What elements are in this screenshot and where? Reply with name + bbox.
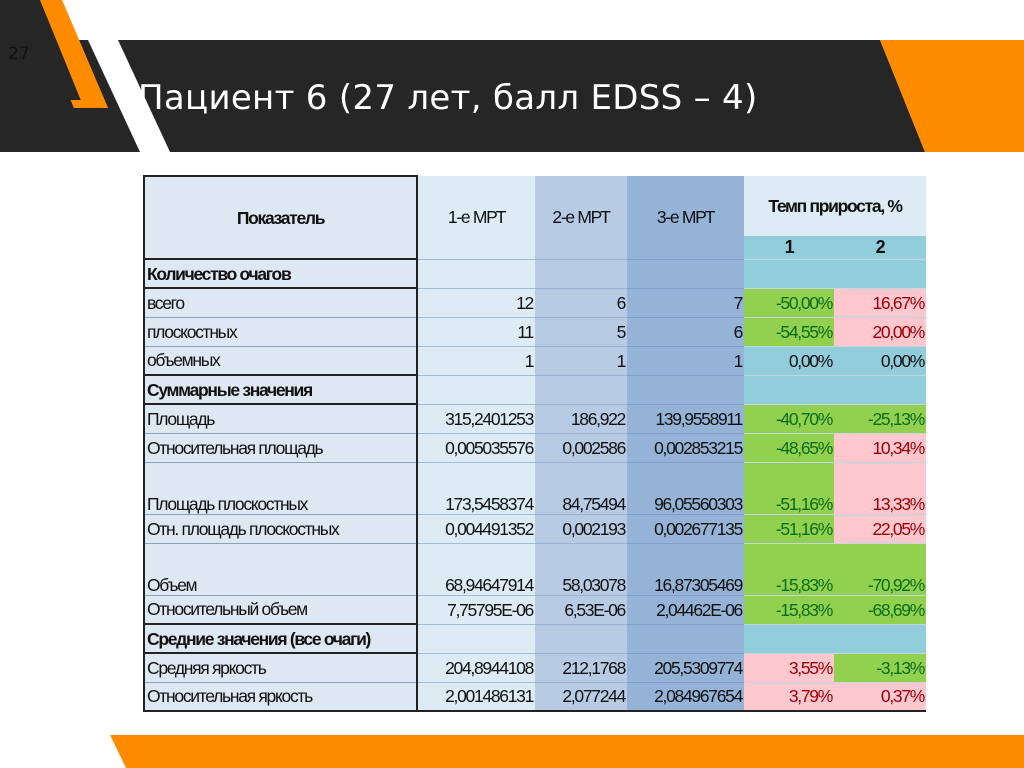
table-row xyxy=(144,404,926,433)
table-row xyxy=(144,653,926,682)
cell-mri-3: 7 xyxy=(627,288,744,317)
cell-rate-2: 22,05% xyxy=(834,514,926,543)
section-title: Суммарные значения xyxy=(144,375,417,404)
cell-mri-3: 2,04462E-06 xyxy=(627,595,744,624)
cell-mri-3: 0,002677135 xyxy=(627,514,744,543)
cell-mri-2: 5 xyxy=(535,317,627,346)
cell-mri-1: 173,5458374 xyxy=(417,462,535,514)
cell-rate-1: -48,65% xyxy=(744,433,834,462)
header-growth-rate: Темп прироста, % xyxy=(744,176,926,236)
header-indicator: Показатель xyxy=(144,176,417,259)
section-empty-cell xyxy=(834,624,926,653)
header-rate-2: 2 xyxy=(834,236,926,259)
section-empty-cell xyxy=(627,624,744,653)
row-label: объемных xyxy=(144,346,417,375)
cell-rate-1: -51,16% xyxy=(744,514,834,543)
row-label: Площадь xyxy=(144,404,417,433)
cell-mri-1: 1 xyxy=(417,346,535,375)
section-empty-cell xyxy=(834,259,926,288)
cell-rate-1: -54,55% xyxy=(744,317,834,346)
header-row-1 xyxy=(144,176,926,236)
table-row xyxy=(144,543,926,595)
cell-mri-1: 204,8944108 xyxy=(417,653,535,682)
cell-rate-1: 3,79% xyxy=(744,682,834,711)
bottom-white-cut xyxy=(0,735,126,768)
table-row xyxy=(144,433,926,462)
header-mri-1: 1-е МРТ xyxy=(417,176,535,259)
cell-rate-1: -50,00% xyxy=(744,288,834,317)
cell-mri-3: 0,002853215 xyxy=(627,433,744,462)
section-header-row xyxy=(144,259,926,288)
section-empty-cell xyxy=(834,375,926,404)
table-row xyxy=(144,682,926,711)
section-empty-cell xyxy=(744,375,834,404)
cell-mri-1: 2,001486131 xyxy=(417,682,535,711)
table-row xyxy=(144,462,926,514)
cell-rate-2: -68,69% xyxy=(834,595,926,624)
row-label: всего xyxy=(144,288,417,317)
section-empty-cell xyxy=(417,375,535,404)
cell-mri-2: 58,03078 xyxy=(535,543,627,595)
cell-rate-2: 16,67% xyxy=(834,288,926,317)
header-mri-3: 3-е МРТ xyxy=(627,176,744,259)
cell-mri-2: 186,922 xyxy=(535,404,627,433)
cell-rate-1: 0,00% xyxy=(744,346,834,375)
cell-mri-3: 205,5309774 xyxy=(627,653,744,682)
cell-mri-1: 12 xyxy=(417,288,535,317)
row-label: Относительная площадь xyxy=(144,433,417,462)
cell-mri-2: 0,002586 xyxy=(535,433,627,462)
section-empty-cell xyxy=(535,375,627,404)
section-empty-cell xyxy=(627,375,744,404)
cell-rate-1: -15,83% xyxy=(744,595,834,624)
cell-mri-3: 96,05560303 xyxy=(627,462,744,514)
cell-mri-2: 6,53E-06 xyxy=(535,595,627,624)
cell-mri-2: 2,077244 xyxy=(535,682,627,711)
header-rate-1: 1 xyxy=(744,236,834,259)
cell-mri-1: 7,75795E-06 xyxy=(417,595,535,624)
row-label: Объем xyxy=(144,543,417,595)
cell-mri-2: 6 xyxy=(535,288,627,317)
section-header-row xyxy=(144,375,926,404)
cell-rate-2: -3,13% xyxy=(834,653,926,682)
cell-mri-1: 315,2401253 xyxy=(417,404,535,433)
cell-rate-1: -15,83% xyxy=(744,543,834,595)
cell-rate-2: -25,13% xyxy=(834,404,926,433)
cell-mri-1: 68,94647914 xyxy=(417,543,535,595)
section-empty-cell xyxy=(417,624,535,653)
bottom-orange-band xyxy=(110,735,1024,768)
cell-rate-2: 0,00% xyxy=(834,346,926,375)
section-empty-cell xyxy=(417,259,535,288)
table-body xyxy=(144,259,926,711)
section-empty-cell xyxy=(535,624,627,653)
cell-rate-1: 3,55% xyxy=(744,653,834,682)
cell-rate-1: -40,70% xyxy=(744,404,834,433)
cell-mri-2: 212,1768 xyxy=(535,653,627,682)
slide-title: Пациент 6 (27 лет, балл EDSS – 4) xyxy=(138,78,758,118)
cell-rate-2: 10,34% xyxy=(834,433,926,462)
mri-data-table xyxy=(143,175,926,712)
cell-mri-2: 1 xyxy=(535,346,627,375)
row-label: Отн. площадь плоскостных xyxy=(144,514,417,543)
section-empty-cell xyxy=(744,259,834,288)
cell-mri-3: 139,9558911 xyxy=(627,404,744,433)
row-label: плоскостных xyxy=(144,317,417,346)
header-mri-2: 2-е МРТ xyxy=(535,176,627,259)
section-title: Средние значения (все очаги) xyxy=(144,624,417,653)
row-label: Относительный объем xyxy=(144,595,417,624)
cell-mri-3: 6 xyxy=(627,317,744,346)
slide-number: 27 xyxy=(8,44,30,64)
row-label: Относительная яркость xyxy=(144,682,417,711)
cell-rate-2: 20,00% xyxy=(834,317,926,346)
row-label: Средняя яркость xyxy=(144,653,417,682)
cell-rate-2: 0,37% xyxy=(834,682,926,711)
cell-rate-2: -70,92% xyxy=(834,543,926,595)
cell-rate-1: -51,16% xyxy=(744,462,834,514)
cell-mri-2: 0,002193 xyxy=(535,514,627,543)
cell-mri-2: 84,75494 xyxy=(535,462,627,514)
table-row xyxy=(144,595,926,624)
cell-mri-1: 11 xyxy=(417,317,535,346)
section-empty-cell xyxy=(744,624,834,653)
cell-mri-1: 0,004491352 xyxy=(417,514,535,543)
table-row xyxy=(144,317,926,346)
row-label: Площадь плоскостных xyxy=(144,462,417,514)
section-empty-cell xyxy=(535,259,627,288)
cell-mri-3: 16,87305469 xyxy=(627,543,744,595)
section-title: Количество очагов xyxy=(144,259,417,288)
table-row xyxy=(144,514,926,543)
cell-mri-1: 0,005035576 xyxy=(417,433,535,462)
table-row xyxy=(144,346,926,375)
cell-rate-2: 13,33% xyxy=(834,462,926,514)
cell-mri-3: 1 xyxy=(627,346,744,375)
cell-mri-3: 2,084967654 xyxy=(627,682,744,711)
section-header-row xyxy=(144,624,926,653)
section-empty-cell xyxy=(627,259,744,288)
table-row xyxy=(144,288,926,317)
